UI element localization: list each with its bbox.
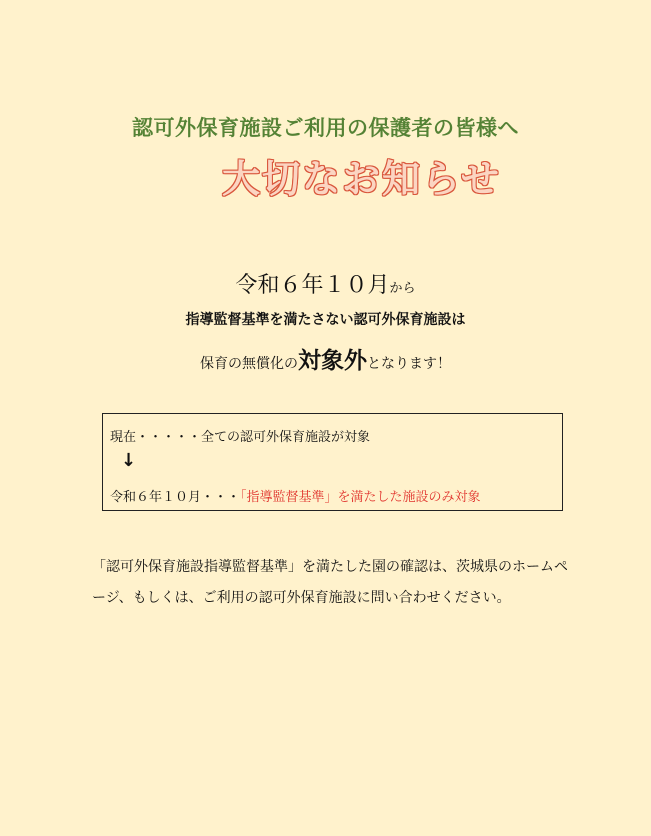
- future-status-highlight: 「指導監督基準」を満たした施設のみ対象: [240, 490, 481, 505]
- effective-date-suffix: から: [389, 281, 416, 296]
- notice-sentence-1: 指導監督基準を満たさない認可外保育施設は: [185, 312, 466, 328]
- notice-headline: 大切なお知らせ: [222, 157, 501, 201]
- notice-sentence-2: [0, 342, 651, 375]
- sentence-2-pre: 保育の無償化の: [200, 356, 298, 372]
- comparison-box: [102, 413, 563, 511]
- current-status-line: 現在・・・・・全ての認可外保育施設が対象: [110, 430, 371, 445]
- down-arrow-icon: ↓: [121, 450, 137, 471]
- footer-note: 「認可外保育施設指導監督基準」を満たした園の確認は、茨城県のホームページ、もしくは、ご利用の認可外保育施設に問い合わせください。: [92, 559, 568, 606]
- effective-date-line: [0, 268, 651, 299]
- sentence-2-post: となります！: [367, 356, 451, 372]
- effective-date: 令和６年１０月: [235, 273, 390, 298]
- sentence-2-emphasis: 対象外: [298, 348, 367, 374]
- future-status-line: [110, 486, 481, 505]
- future-status-prefix: 令和６年１０月・・・: [110, 490, 241, 505]
- notice-subtitle: 認可外保育施設ご利用の保護者の皆様へ: [132, 116, 519, 140]
